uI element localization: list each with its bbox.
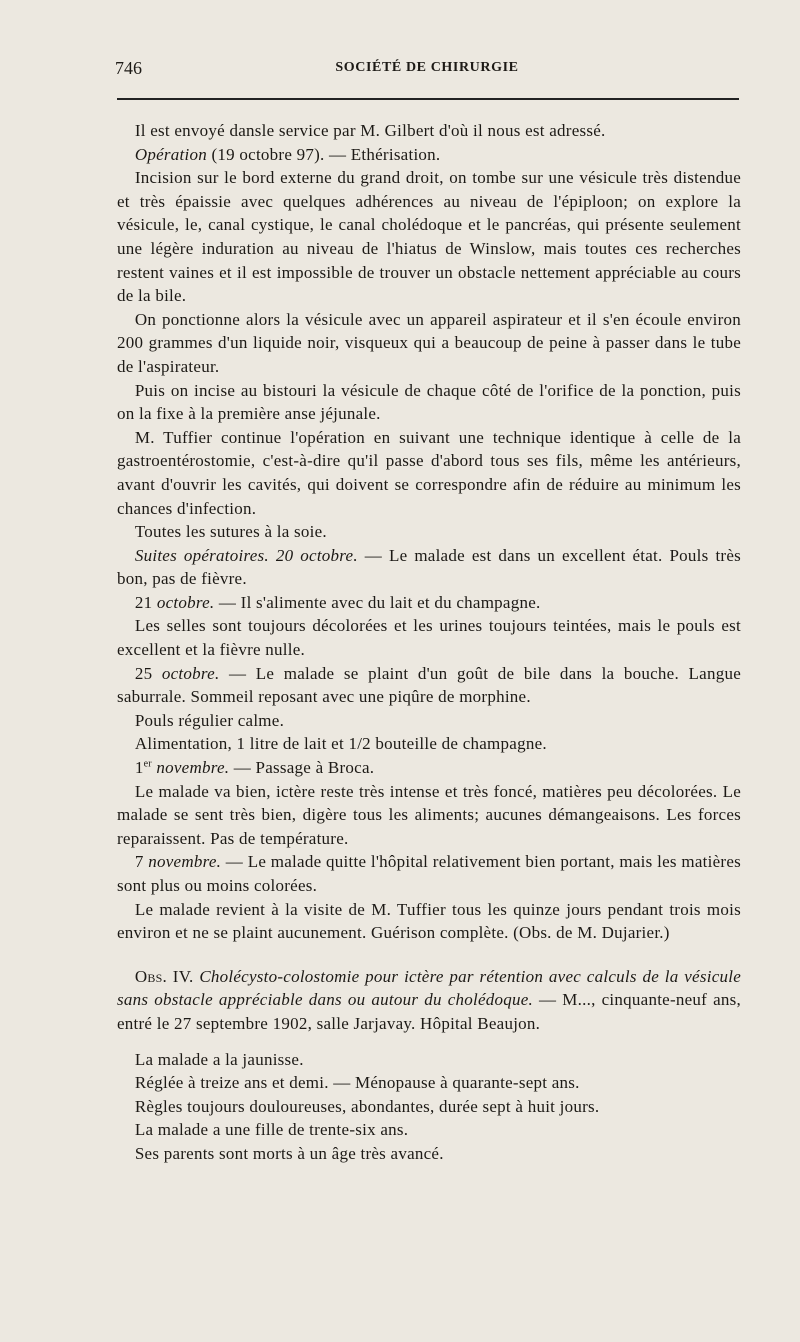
header-rule	[117, 98, 739, 100]
paragraph: Ses parents sont morts à un âge très avancé.	[134, 1143, 444, 1163]
paragraph	[117, 544, 741, 591]
paragraph-text: — Le malade quitte l'hôpital relativement bien portant, mais les matières sont plus ou moins colorées.	[117, 852, 741, 895]
paragraph: La malade a une fille de trente-six ans.	[134, 1120, 409, 1140]
paragraph-text: — Il s'alimente avec du lait et du champagne.	[214, 592, 541, 612]
observation-heading	[117, 965, 741, 1036]
paragraph-text: — Passage à Broca.	[229, 758, 375, 778]
date-number: 25	[134, 663, 162, 683]
paragraph: La malade a la jaunisse.	[134, 1049, 304, 1069]
paragraph: Règles toujours douloureuses, abondantes, durée sept à huit jours.	[134, 1096, 600, 1116]
paragraph: Le malade va bien, ictère reste très intense et très foncé, matières peu décolorées. Le malade se sent très bien, digère tous les aliments; aucunes démangeaisons. Les forces reparaissent. Pas de température.	[117, 781, 741, 848]
date-label: octobre.	[161, 663, 220, 683]
date-label: novembre.	[151, 758, 230, 778]
paragraph: Réglée à treize ans et demi. — Ménopause à quarante-sept ans.	[134, 1073, 580, 1093]
paragraph: Pouls régulier calme.	[134, 710, 285, 730]
observation-block	[117, 965, 741, 1166]
paragraph: On ponctionne alors la vésicule avec un appareil aspirateur et il s'en écoule environ 200 grammes d'un liquide noir, visqueux qui a beaucoup de peine à passer dans le tube de l'aspirateur.	[117, 309, 741, 376]
paragraph: Toutes les sutures à la soie.	[134, 522, 327, 542]
section-label: Opération	[134, 144, 207, 164]
observation-title: Cholécysto-colostomie pour ictère par rétention avec calculs de la vésicule sans obstacle appréciable dans ou autour du cholédoque.	[117, 966, 742, 1010]
paragraph: Alimentation, 1 litre de lait et 1/2 bouteille de champagne.	[134, 734, 547, 754]
journal-title: SOCIÉTÉ DE CHIRURGIE	[335, 60, 519, 75]
paragraph	[117, 143, 741, 167]
date-superscript: er	[143, 758, 152, 770]
paragraph: Il est envoyé dansle service par M. Gilbert d'où il nous est adressé.	[134, 121, 606, 140]
body-text	[117, 119, 741, 1166]
paragraph	[117, 850, 741, 897]
running-head	[115, 58, 739, 88]
date-label: octobre.	[156, 592, 215, 612]
date-number: 1	[134, 758, 144, 778]
paragraph-text: — Le malade est dans un excellent état. Pouls très bon, pas de fièvre.	[117, 545, 741, 589]
paragraph: Les selles sont toujours décolorées et les urines toujours teintées, mais le pouls est excellent et la fièvre nulle.	[117, 616, 741, 660]
observation-label: Obs. IV.	[134, 966, 194, 986]
paragraph: Incision sur le bord externe du grand droit, on tombe sur une vésicule très distendue et très épaissie avec quelques adhérences au niveau de l'épiploon; on explore la vésicule, le, canal cystique, le canal cholédoque et le pancréas, qui présente seulement une légère induration au niveau de l'hiatus de Winslow, mais toutes ces recherches restent vaines et il est impossible de trouver un obstacle nettement appréciable au cours de la bile.	[117, 168, 741, 306]
paragraph: Le malade revient à la visite de M. Tuffier tous les quinze jours pendant trois mois environ et ne se plaint aucunement. Guérison complète. (Obs. de M. Dujarier.)	[117, 899, 741, 943]
date-label: novembre.	[148, 852, 222, 872]
paragraph	[117, 756, 741, 780]
observation-patient: — M..., cinquante-neuf ans, entré le 27 septembre 1902, salle Jarjavay. Hôpital Beaujon.	[117, 990, 741, 1033]
paragraph-text: (19 octobre 97). — Ethérisation.	[206, 144, 441, 164]
section-label: Suites opératoires. 20 octobre.	[134, 545, 358, 565]
paragraph: Puis on incise au bistouri la vésicule de chaque côté de l'orifice de la ponction, puis on la fixe à la première anse jéjunale.	[117, 380, 741, 424]
page-number: 746	[115, 58, 142, 78]
paragraph: M. Tuffier continue l'opération en suivant une technique identique à celle de la gastroentérostomie, c'est-à-dire qu'il passe d'abord tous ses fils, même les antérieurs, avant d'ouvrir les cavités, qui doivent se correspondre afin de réduire au minimum les chances d'infection.	[117, 427, 741, 518]
paragraph	[117, 591, 741, 615]
spacer	[117, 1036, 741, 1048]
paragraph	[117, 662, 741, 709]
date-number: 21	[134, 592, 157, 612]
paragraph-text: — Le malade se plaint d'un goût de bile dans la bouche. Langue saburrale. Sommeil reposant avec une piqûre de morphine.	[117, 663, 741, 707]
date-number: 7	[134, 852, 149, 872]
